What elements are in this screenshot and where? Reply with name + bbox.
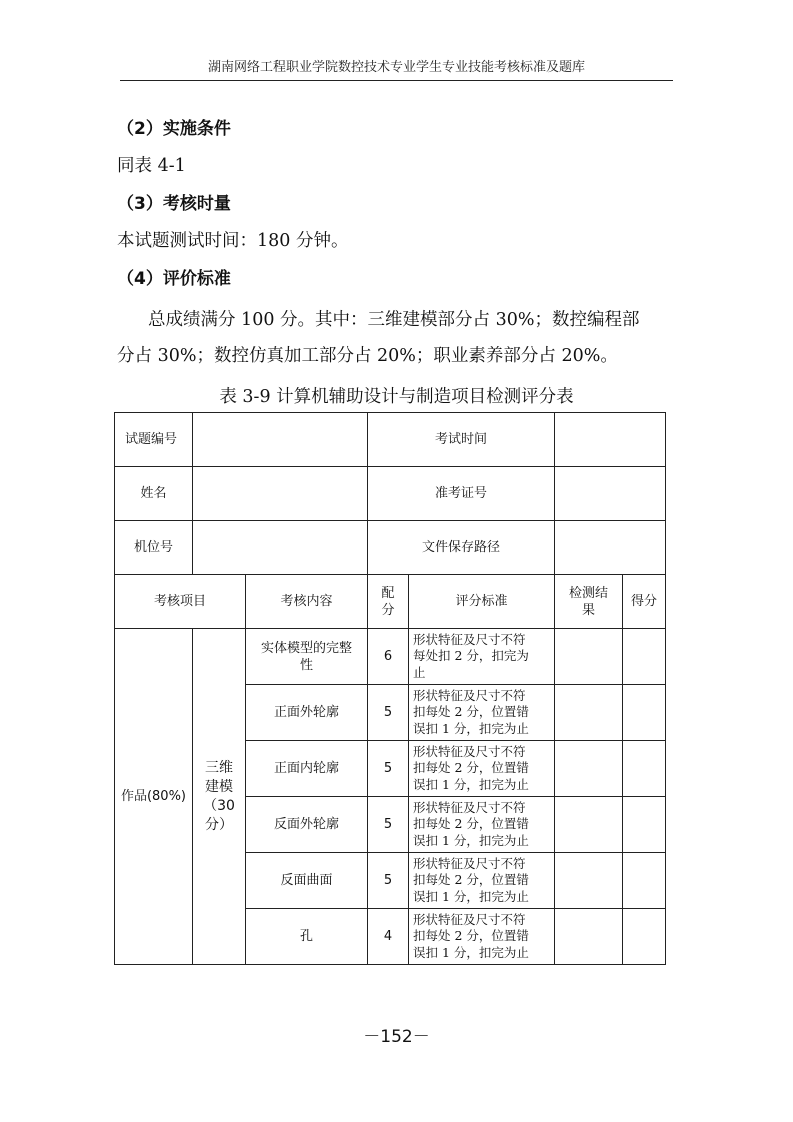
col-header-item: 考核项目 [115,575,246,629]
score-cell: 6 [368,629,409,685]
exam-time-label: 考试时间 [368,413,555,467]
subcategory-line: （30 [203,797,235,814]
subcategory-line: 分） [205,816,233,833]
section-heading-conditions: （2）实施条件 [117,119,231,139]
result-cell[interactable] [555,853,623,909]
criteria-text: 扣每处 2 分，位置错 [413,760,529,776]
criteria-text: 形状特征及尺寸不符 [413,743,526,759]
points-cell[interactable] [623,853,666,909]
page-number: －152－ [363,1027,430,1047]
score-cell: 5 [368,797,409,853]
criteria-cell [409,853,555,909]
seat-field[interactable] [193,521,368,575]
column-header-row [115,575,666,629]
exam-time-field[interactable] [555,413,666,467]
criteria-text: 每处扣 2 分，扣完为 [413,648,529,664]
criteria-text: 形状特征及尺寸不符 [413,687,526,703]
section-heading-criteria: （4）评价标准 [117,269,231,289]
col-header-score-line1: 配 [381,585,395,601]
test-id-label: 试题编号 [115,413,193,467]
criteria-text: 误扣 1 分，扣完为止 [413,888,529,904]
name-label: 姓名 [115,467,193,521]
test-id-field[interactable] [193,413,368,467]
criteria-text: 误扣 1 分，扣完为止 [413,832,529,848]
info-row-id [115,413,666,467]
file-path-label: 文件保存路径 [368,521,555,575]
criteria-cell [409,741,555,797]
criteria-text: 误扣 1 分，扣完为止 [413,944,529,960]
name-field[interactable] [193,467,368,521]
section-text-conditions: 同表 4-1 [117,156,186,176]
content-cell: 反面外轮廓 [246,797,368,853]
criteria-text: 形状特征及尺寸不符 [413,799,526,815]
result-cell[interactable] [555,629,623,685]
content-cell: 孔 [246,909,368,965]
result-cell[interactable] [555,685,623,741]
criteria-text: 扣每处 2 分，位置错 [413,704,529,720]
section-text-criteria-line1: 总成绩满分 100 分。其中：三维建模部分占 30%；数控编程部 [148,310,640,330]
section-text-criteria-line2: 分占 30%；数控仿真加工部分占 20%；职业素养部分占 20%。 [117,346,618,366]
criteria-text: 形状特征及尺寸不符 [413,855,526,871]
content-cell [246,629,368,685]
info-row-seat [115,521,666,575]
criteria-text: 形状特征及尺寸不符 [413,631,526,647]
content-text: 性 [299,657,313,673]
header-rule [120,80,673,81]
running-header: 湖南网络工程职业学院数控技术专业学生专业技能考核标准及题库 [207,60,585,75]
info-row-name [115,467,666,521]
content-text: 实体模型的完整 [260,640,352,656]
table-caption: 表 3-9 计算机辅助设计与制造项目检测评分表 [219,387,574,407]
points-cell[interactable] [623,629,666,685]
category-cell: 作品(80%) [115,629,193,965]
criteria-cell [409,629,555,685]
cert-number-label: 准考证号 [368,467,555,521]
col-header-content: 考核内容 [246,575,368,629]
subcategory-line: 建模 [205,778,233,795]
criteria-text: 误扣 1 分，扣完为止 [413,720,529,736]
col-header-result [555,575,623,629]
points-cell[interactable] [623,685,666,741]
result-cell[interactable] [555,741,623,797]
content-cell: 正面内轮廓 [246,741,368,797]
criteria-text: 误扣 1 分，扣完为止 [413,776,529,792]
criteria-text: 止 [413,664,426,680]
points-cell[interactable] [623,797,666,853]
col-header-score [368,575,409,629]
col-header-points: 得分 [623,575,666,629]
section-text-duration: 本试题测试时间：180 分钟。 [117,231,349,251]
criteria-cell [409,797,555,853]
seat-label: 机位号 [115,521,193,575]
criteria-text: 扣每处 2 分，位置错 [413,816,529,832]
points-cell[interactable] [623,741,666,797]
content-cell: 反面曲面 [246,853,368,909]
content-cell: 正面外轮廓 [246,685,368,741]
table-row [115,629,666,685]
file-path-field[interactable] [555,521,666,575]
score-cell: 5 [368,741,409,797]
criteria-text: 形状特征及尺寸不符 [413,911,526,927]
subcategory-line: 三维 [205,759,233,776]
section-heading-duration: （3）考核时量 [117,194,231,214]
col-header-score-line2: 分 [381,602,395,618]
result-cell[interactable] [555,797,623,853]
points-cell[interactable] [623,909,666,965]
criteria-text: 扣每处 2 分，位置错 [413,872,529,888]
result-cell[interactable] [555,909,623,965]
cert-number-field[interactable] [555,467,666,521]
col-header-result-line1: 检测结 [569,585,609,601]
criteria-cell [409,909,555,965]
criteria-cell [409,685,555,741]
criteria-text: 扣每处 2 分，位置错 [413,928,529,944]
col-header-result-line2: 果 [582,602,596,618]
subcategory-cell [193,629,246,965]
score-cell: 4 [368,909,409,965]
score-cell: 5 [368,853,409,909]
score-cell: 5 [368,685,409,741]
col-header-criteria: 评分标准 [409,575,555,629]
score-table [114,412,666,965]
